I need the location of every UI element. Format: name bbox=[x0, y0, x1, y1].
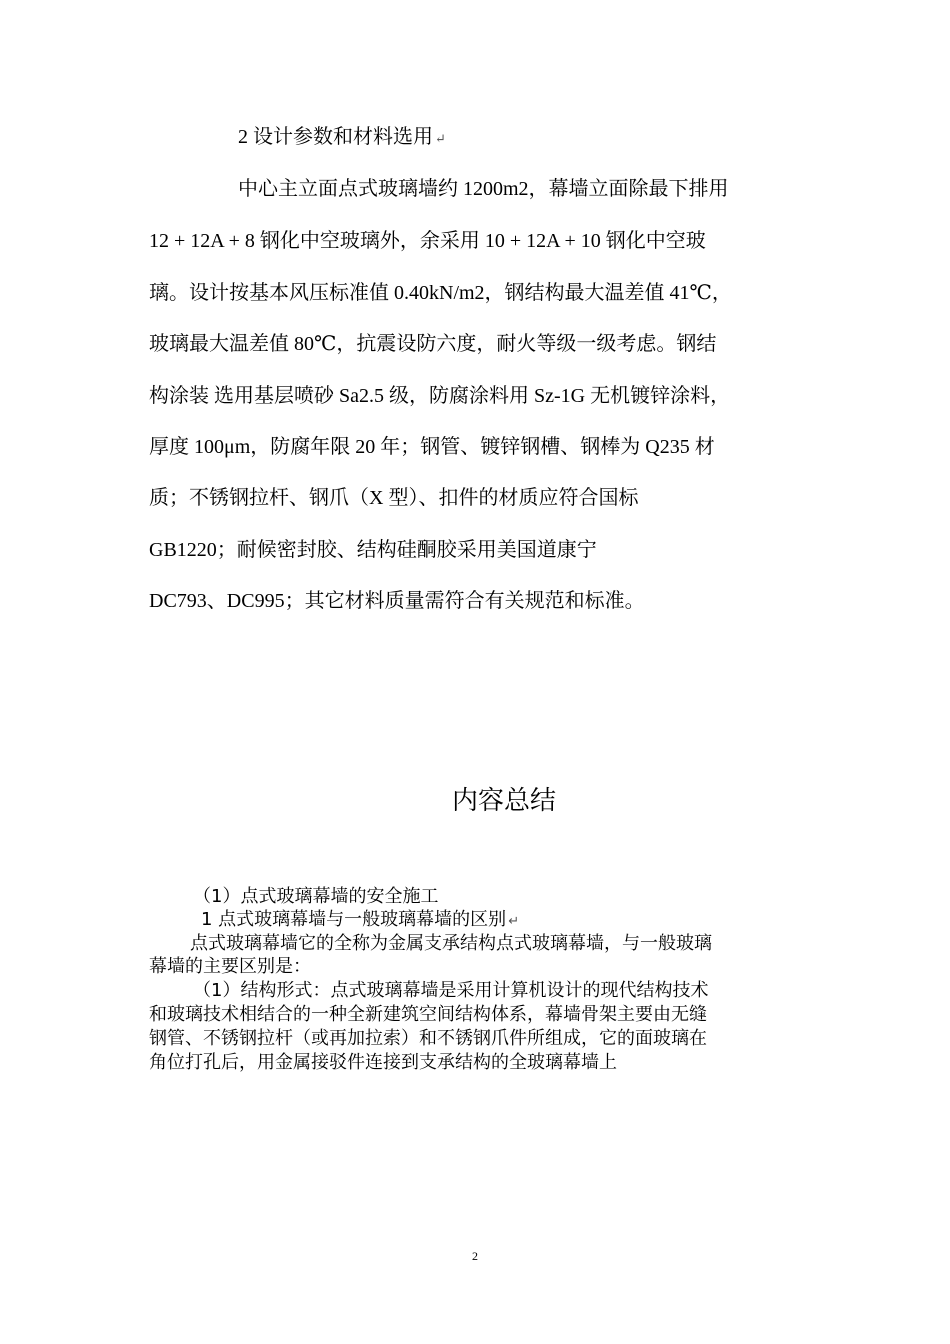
body-line: 中心主立面点式玻璃墙约 1200m2，幕墙立面除最下排用 bbox=[238, 178, 729, 200]
summary-line: 幕墙的主要区别是： bbox=[149, 956, 311, 977]
summary-line: （1）结构形式：点式玻璃幕墙是采用计算机设计的现代结构技术 bbox=[193, 980, 709, 1001]
summary-title: 内容总结 bbox=[451, 786, 556, 816]
body-line: 璃。设计按基本风压标准值 0.40kN/m2，钢结构最大温差值 41℃， bbox=[149, 282, 732, 304]
section-heading bbox=[238, 122, 446, 154]
body-line: GB1220；耐候密封胶、结构硅酮胶采用美国道康宁 bbox=[149, 539, 597, 561]
body-line: 玻璃最大温差值 80℃，抗震设防六度，耐火等级一级考虑。钢结 bbox=[149, 333, 717, 355]
summary-line: 角位打孔后，用金属接驳件连接到支承结构的全玻璃幕墙上 bbox=[149, 1052, 617, 1073]
summary-item-heading: （1）点式玻璃幕墙的安全施工 bbox=[193, 886, 439, 907]
page-number: 2 bbox=[472, 1249, 478, 1263]
body-line: 质；不锈钢拉杆、钢爪（X 型）、扣件的材质应符合国标 bbox=[149, 487, 639, 509]
paragraph-mark-icon: ↵ bbox=[435, 131, 446, 146]
summary-line: 点式玻璃幕墙它的全称为金属支承结构点式玻璃幕墙，与一般玻璃 bbox=[190, 933, 712, 954]
body-line: 厚度 100μm，防腐年限 20 年；钢管、镀锌钢槽、钢棒为 Q235 材 bbox=[149, 436, 715, 458]
paragraph-mark-icon: ↵ bbox=[508, 914, 520, 929]
summary-sub-heading-text: 1 点式玻璃幕墙与一般玻璃幕墙的区别 bbox=[201, 909, 507, 930]
body-line: 12 + 12A + 8 钢化中空玻璃外，余采用 10 + 12A + 10 钢化中空玻 bbox=[149, 230, 706, 252]
summary-line: 钢管、不锈钢拉杆（或再加拉索）和不锈钢爪件所组成，它的面玻璃在 bbox=[149, 1028, 707, 1049]
summary-line: 和玻璃技术相结合的一种全新建筑空间结构体系，幕墙骨架主要由无缝 bbox=[149, 1004, 707, 1025]
body-line: 构涂装 选用基层喷砂 Sa2.5 级，防腐涂料用 Sz-1G 无机镀锌涂料， bbox=[149, 385, 731, 407]
body-line: DC793、DC995；其它材料质量需符合有关规范和标准。 bbox=[149, 590, 645, 612]
section-heading-text: 2 设计参数和材料选用 bbox=[238, 126, 433, 148]
summary-sub-heading bbox=[201, 909, 519, 933]
